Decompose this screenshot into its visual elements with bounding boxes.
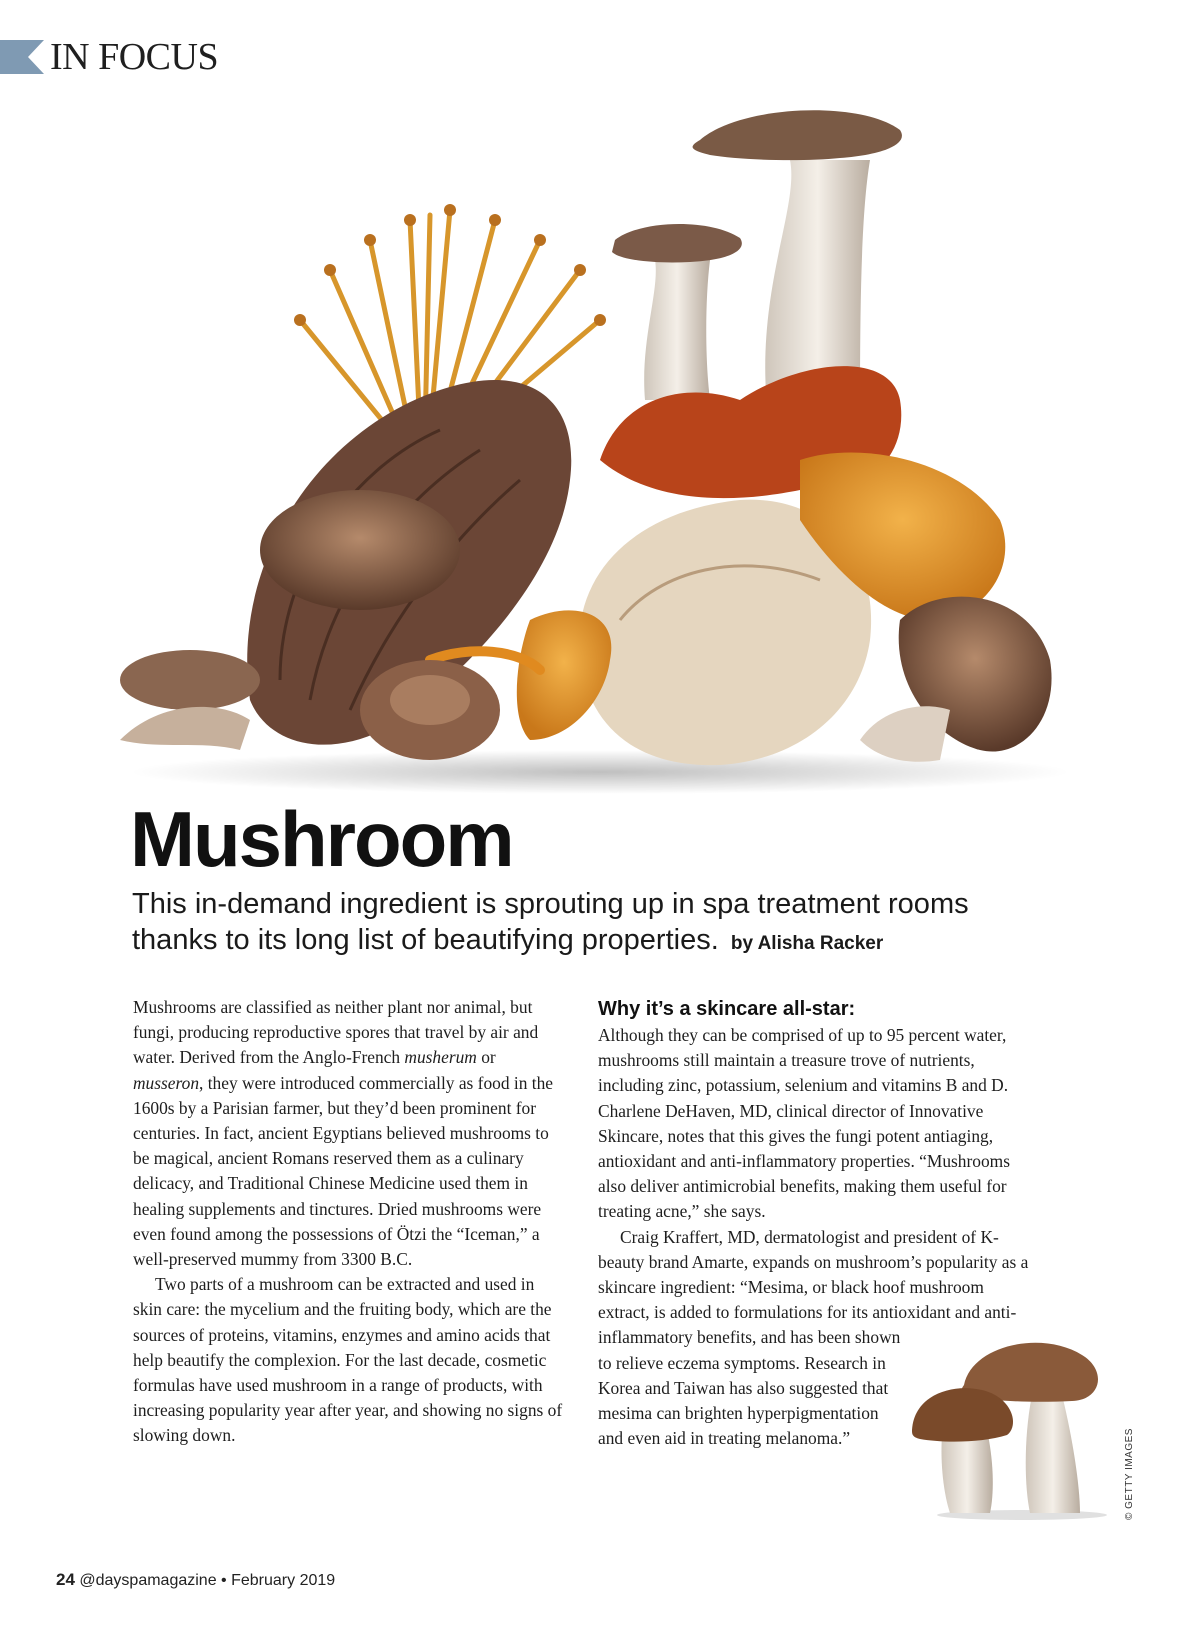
left-paragraph-1	[133, 995, 565, 1272]
left-column	[133, 995, 565, 1449]
p2-text-a: Craig Kraffert, MD, dermatologist and president of K-beauty brand Amarte, expands on mushroom’s popularity as a skincare ingredient: “Mesima, or black hoof mushroom extract, is added to formulations for its antioxidant and anti-inflammatory benefits, and has been shown	[598, 1226, 1029, 1348]
left-paragraph-2: Two parts of a mushroom can be extracted and used in skin care: the mycelium and the fruiting body, which are the sources of proteins, vitamins, enzymes and amino acids that help beautify the complexion. For the last decade, cosmetic formulas have used mushroom in a range of products, with increasing popularity year after year, and showing no signs of slowing down.	[133, 1274, 563, 1446]
article-deck	[132, 886, 1032, 962]
footer-separator: •	[221, 1572, 227, 1589]
p1-or: or	[476, 1047, 496, 1068]
byline: by Alisha Racker	[730, 933, 884, 954]
right-paragraph-1: Although they can be comprised of up to 95 percent water, mushrooms still maintain a treasure trove of nutrients, including zinc, potassium, selenium and vitamins B and D. Charlene DeHaven, MD, clinical director of Innovative Skincare, notes that this gives the fungi potent antiaging, antioxidant and anti-inflammatory properties. “Mushrooms also deliver antimicrobial benefits, making them useful for treating acne,” she says.	[598, 1025, 1010, 1222]
porcini-mushrooms-photo	[912, 1335, 1112, 1520]
article-title: Mushroom	[130, 795, 513, 883]
footer-handle: @dayspamagazine	[79, 1572, 217, 1589]
p1-text-a: Mushrooms are classified as neither plant nor animal, but fungi, producing reproductive spores that travel by air and water. Derived from the Anglo-French	[133, 997, 539, 1068]
term-musseron: musseron	[133, 1072, 200, 1093]
p1-text-b: , they were introduced commercially as food in the 1600s by a Parisian farmer, but they’d been prominent for centuries. In fact, ancient Egyptians believed mushrooms to be magical, ancient Romans reserved them as a culinary delicacy, and Traditional Chinese Medicine used them in healing supplements and tinctures. Dried mushrooms were even found among the possessions of Ötzi the “Iceman,” a well-preserved mummy from 3300 B.C.	[133, 1072, 554, 1270]
footer-issue: February 2019	[231, 1572, 336, 1589]
section-label: IN FOCUS	[50, 36, 219, 78]
deck-text: This in-demand ingredient is sprouting up in spa treatment rooms thanks to its long list of beautifying properties.	[132, 888, 969, 956]
page-footer	[56, 1570, 335, 1590]
photo-credit: © GETTY IMAGES	[1124, 1428, 1135, 1520]
mushroom-assortment-photo	[100, 100, 1100, 810]
page-number: 24	[56, 1570, 75, 1589]
section-tag	[0, 38, 218, 76]
section-chevron-icon	[0, 40, 44, 74]
p2-text-b: to relieve eczema symptoms. Research in Korea and Taiwan has also suggested that mesima can brighten hyperpigmentation and even aid in treating melanoma.”	[598, 1352, 889, 1449]
term-musherum: musherum	[404, 1047, 477, 1068]
subhead: Why it’s a skincare all-star:	[598, 998, 856, 1020]
